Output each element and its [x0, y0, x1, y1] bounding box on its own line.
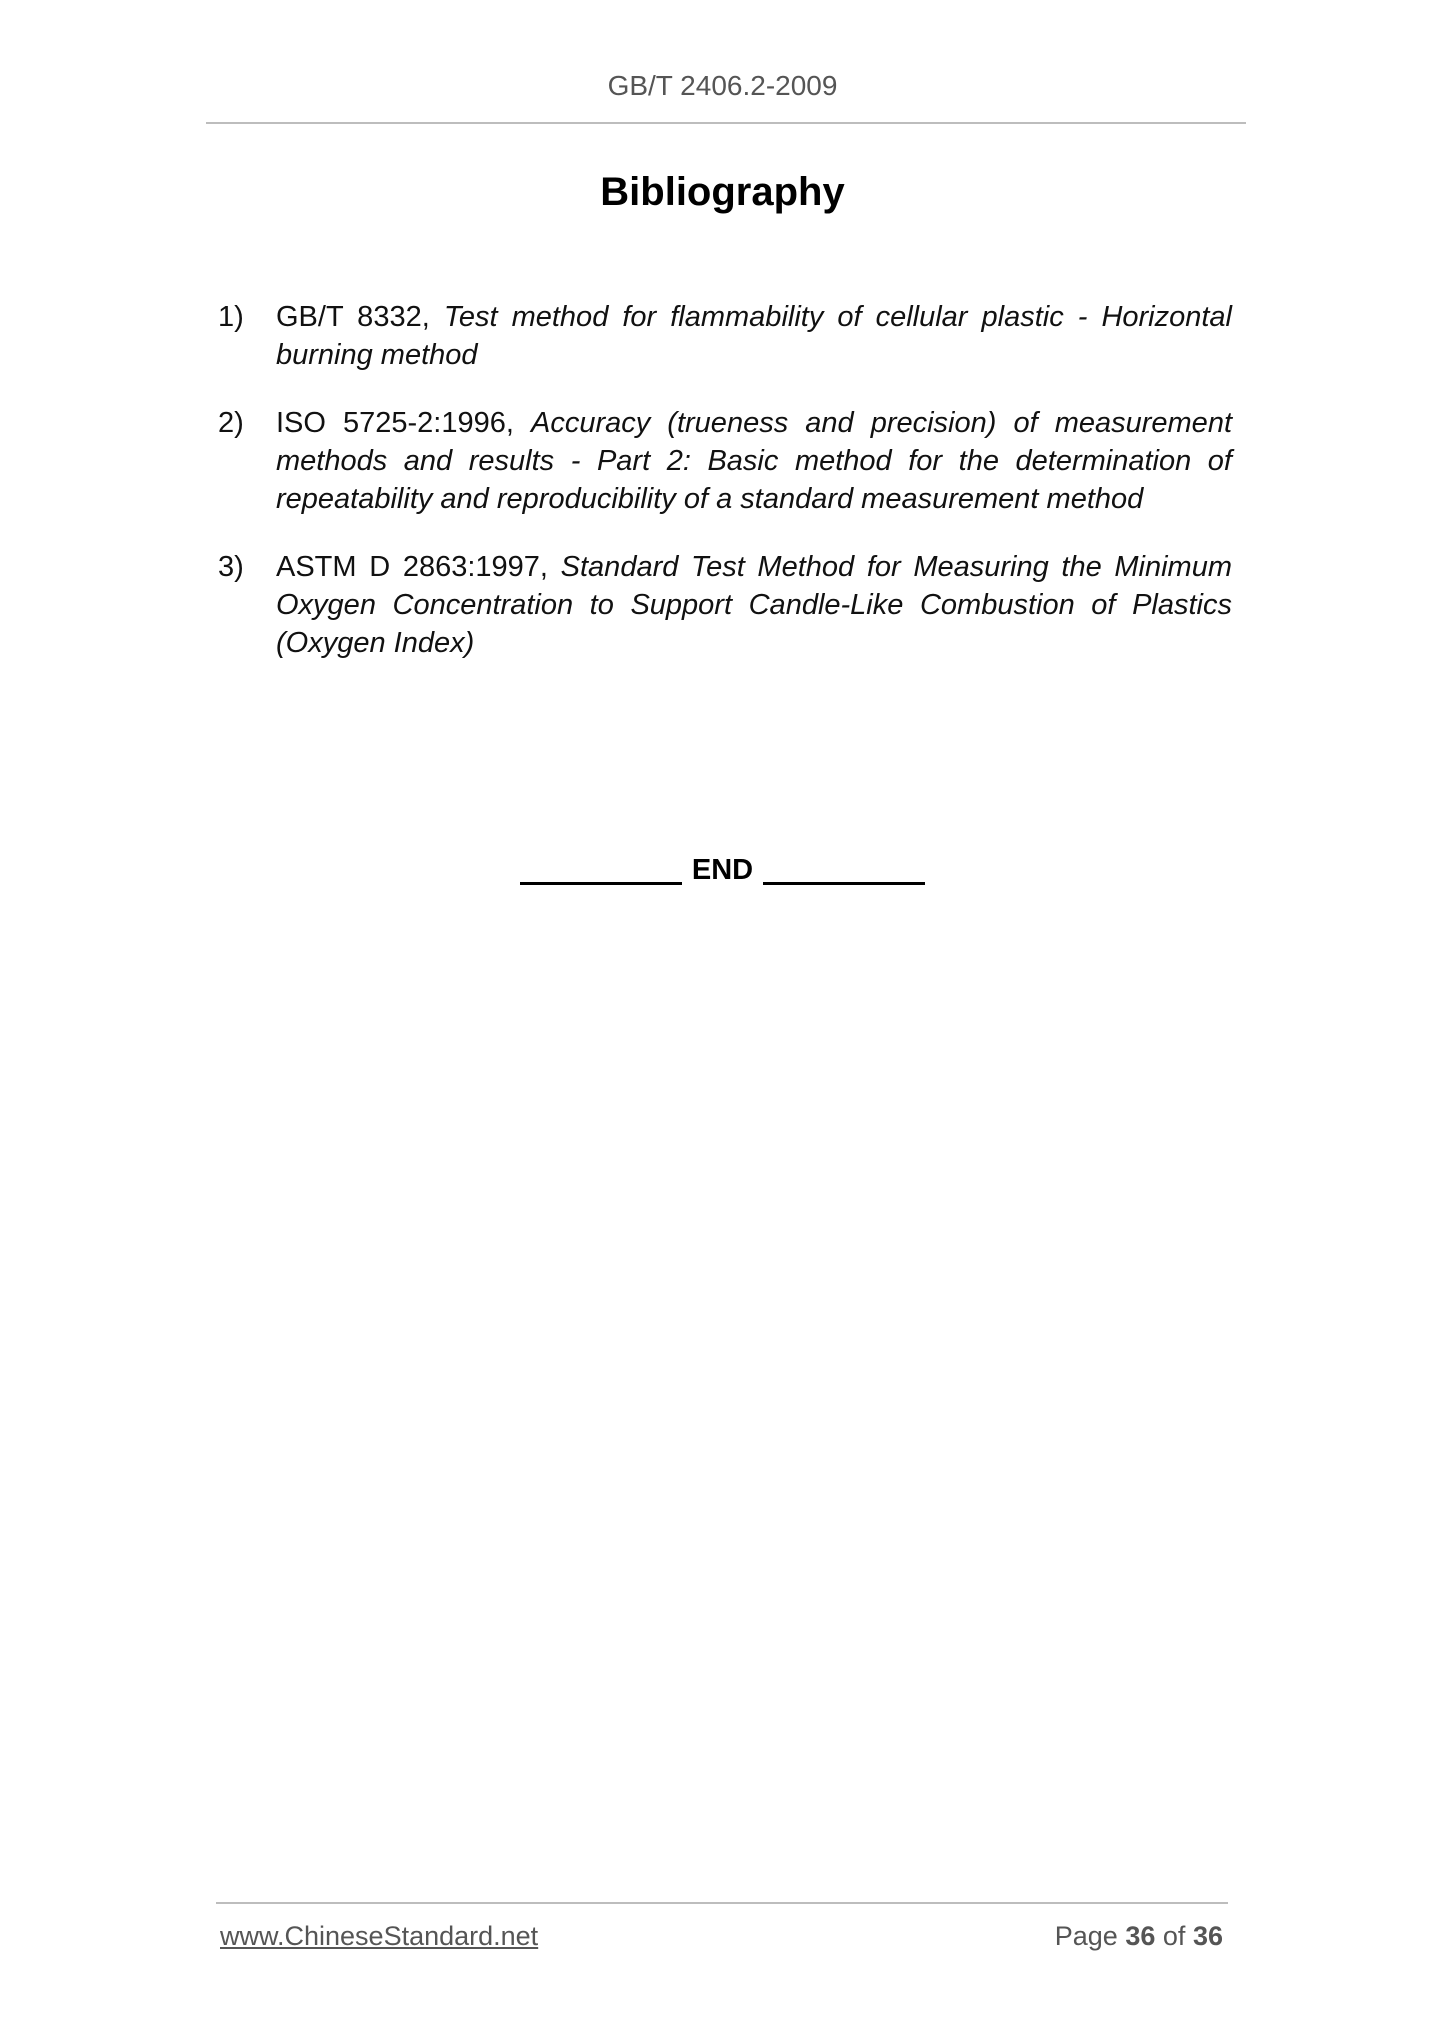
bibliography-item-number: 2): [218, 407, 244, 439]
website-link[interactable]: www.ChineseStandard.net: [220, 1921, 539, 1951]
bibliography-list: [218, 298, 1232, 692]
bibliography-item-standard: GB/T 8332,: [276, 301, 444, 333]
page-label: Page: [1054, 1921, 1118, 1951]
bibliography-item-title: Standard Test Method for Measuring the Minimum Oxygen Concentration to Support Candle-Like Combustion of Plastics (Oxygen Index): [276, 551, 1232, 659]
page-title: Bibliography: [600, 170, 845, 214]
footer-divider: [216, 1902, 1228, 1904]
end-marker: [0, 854, 1445, 887]
total-pages: 36: [1192, 1921, 1223, 1951]
bibliography-item-standard: ISO 5725-2:1996,: [276, 407, 531, 439]
end-line-right: [763, 882, 925, 885]
page-number: [1055, 1921, 1223, 1952]
of-label: of: [1162, 1921, 1186, 1951]
bibliography-item-number: 3): [218, 551, 244, 583]
bibliography-item-number: 1): [218, 301, 244, 333]
bibliography-item-title: Accuracy (trueness and precision) of measurement methods and results - Part 2: Basic method for the determination of repeatability and reproducibility of a standard measurement method: [276, 407, 1233, 515]
end-line-left: [520, 882, 682, 885]
document-code: GB/T 2406.2-2009: [607, 70, 838, 101]
header-divider: [206, 122, 1246, 124]
current-page: 36: [1125, 1921, 1156, 1951]
bibliography-item: [218, 548, 1232, 662]
bibliography-item: [218, 404, 1232, 518]
bibliography-item: [218, 298, 1232, 374]
end-label: END: [691, 854, 754, 886]
bibliography-item-standard: ASTM D 2863:1997,: [276, 551, 561, 583]
bibliography-item-title: Test method for flammability of cellular plastic - Horizontal burning method: [276, 301, 1232, 371]
